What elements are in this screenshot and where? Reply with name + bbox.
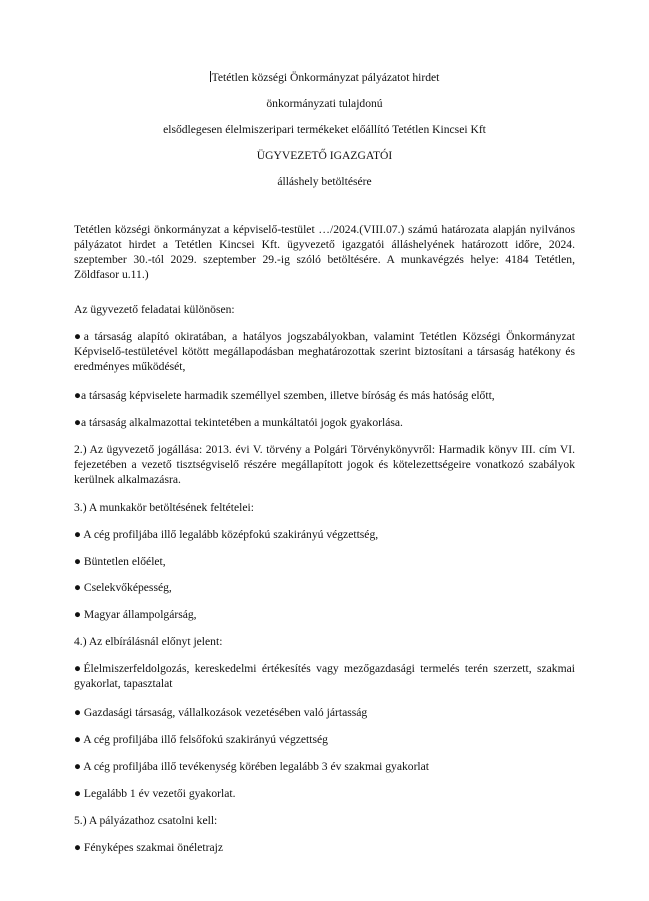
advantages-item-4: ● A cég profiljába illő tevékenység körében legalább 3 év szakmai gyakorlat bbox=[74, 760, 430, 773]
header-line-3: elsődlegesen élelmiszeripari termékeket előállító Tetétlen Kincsei Kft bbox=[163, 123, 486, 136]
text-cursor bbox=[210, 71, 211, 82]
advantages-item-1: ●Élelmiszerfeldolgozás, kereskedelmi értékesítés vagy mezőgazdasági termelés terén szerzett, szakmai gyakorlat, tapasztalat bbox=[74, 662, 575, 690]
advantages-title: 4.) Az elbírálásnál előnyt jelent: bbox=[74, 635, 223, 648]
legal-paragraph: 2.) Az ügyvezető jogállása: 2013. évi V. törvény a Polgári Törvénykönyvről: Harmadik könyv III. cím VI. fejezetében a vezető tisztségviselő részére megállapított jogok és kötelezettségeire vonatkozó szabályok kerülnek alkalmazásra. bbox=[74, 443, 575, 486]
header-line-2: önkormányzati tulajdonú bbox=[266, 97, 383, 110]
advantages-item-3: ● A cég profiljába illő felsőfokú szakirányú végzettség bbox=[74, 733, 328, 746]
header-line-4: ÜGYVEZETŐ IGAZGATÓI bbox=[256, 149, 393, 162]
advantages-item-2: ● Gazdasági társaság, vállalkozások vezetésében való jártasság bbox=[74, 706, 368, 719]
header-line-1 bbox=[0, 71, 649, 85]
duties-item-3: ●a társaság alkalmazottai tekintetében a munkáltatói jogok gyakorlása. bbox=[74, 416, 403, 429]
duties-item-1: ●a társaság alapító okiratában, a hatályos jogszabályokban, valamint Tetétlen Községi Önkormányzat Képviselő-testületével kötött megállapodásban meghatározottak szerint biztosítani a társaság hatékony és eredményes működését, bbox=[74, 330, 575, 373]
conditions-item-3: ● Cselekvőképesség, bbox=[74, 581, 172, 594]
conditions-item-2: ● Büntetlen előélet, bbox=[74, 555, 166, 568]
attachments-item-1: ● Fényképes szakmai önéletrajz bbox=[74, 841, 223, 854]
duties-title: Az ügyvezető feladatai különösen: bbox=[74, 303, 235, 316]
attachments-title: 5.) A pályázathoz csatolni kell: bbox=[74, 814, 218, 827]
conditions-title: 3.) A munkakör betöltésének feltételei: bbox=[74, 501, 254, 514]
intro-paragraph: Tetétlen községi önkormányzat a képviselő-testület …/2024.(VIII.07.) számú határozata alapján nyilvános pályázatot hirdet a Tetétlen Kincsei Kft. ügyvezető igazgatói álláshelyének határozott időre, 2024. szeptember 30.-tól 2029. szeptember 29.-ig szóló betöltésére. A munkavégzés helye: 4184 Tetétlen, Zöldfasor u.11.) bbox=[74, 223, 575, 281]
header-line-5: álláshely betöltésére bbox=[277, 175, 372, 188]
conditions-item-1: ● A cég profiljába illő legalább középfokú szakirányú végzettség, bbox=[74, 528, 379, 541]
advantages-item-5: ● Legalább 1 év vezetői gyakorlat. bbox=[74, 787, 236, 800]
duties-item-2: ●a társaság képviselete harmadik személlyel szemben, illetve bíróság és más hatóság előtt, bbox=[74, 389, 495, 402]
header-line-1-text: Tetétlen községi Önkormányzat pályázatot hirdet bbox=[211, 71, 440, 84]
conditions-item-4: ● Magyar állampolgárság, bbox=[74, 608, 197, 621]
